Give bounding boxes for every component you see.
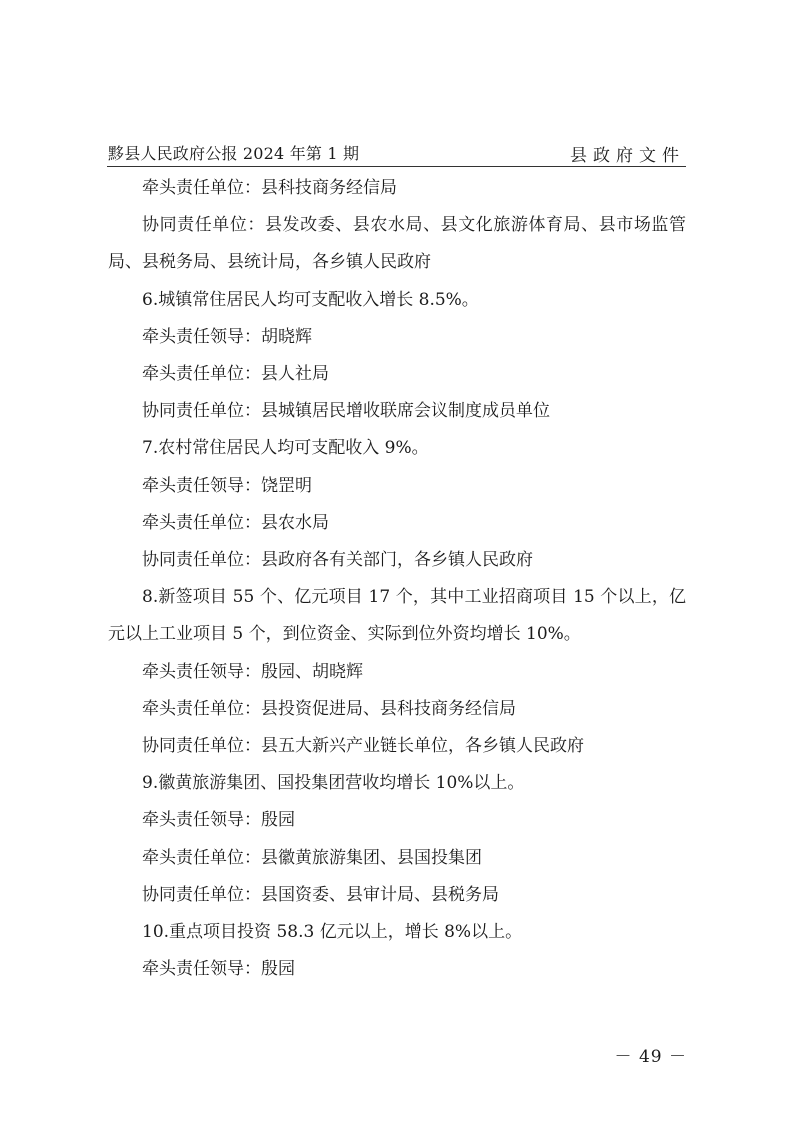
paragraph: 牵头责任单位：县徽黄旅游集团、县国投集团 xyxy=(142,847,482,868)
header-divider xyxy=(107,166,686,167)
paragraph: 牵头责任领导：胡晓辉 xyxy=(142,326,312,347)
paragraph: 牵头责任单位：县投资促进局、县科技商务经信局 xyxy=(142,698,516,719)
paragraph: 协同责任单位：县发改委、县农水局、县文化旅游体育局、县市场监管局、县税务局、县统计局，各乡镇人民政府 xyxy=(108,215,686,273)
paragraph: 8.新签项目 55 个、亿元项目 17 个，其中工业招商项目 15 个以上，亿元以上工业项目 5 个，到位资金、实际到位外资均增长 10%。 xyxy=(108,587,686,645)
paragraph: 协同责任单位：县国资委、县审计局、县税务局 xyxy=(142,884,499,905)
page-number: － 49 － xyxy=(614,1047,687,1067)
section-header: 县政府文件 xyxy=(570,146,685,166)
paragraph: 牵头责任领导：饶罡明 xyxy=(142,475,312,496)
paragraph: 6.城镇常住居民人均可支配收入增长 8.5%。 xyxy=(142,289,479,310)
paragraph: 牵头责任领导：殷园 xyxy=(142,810,295,831)
paragraph: 7.农村常住居民人均可支配收入 9%。 xyxy=(142,438,429,459)
publication-header: 黟县人民政府公报 2024 年第 1 期 xyxy=(108,144,360,163)
paragraph: 牵头责任单位：县科技商务经信局 xyxy=(142,178,397,198)
paragraph: 协同责任单位：县五大新兴产业链长单位，各乡镇人民政府 xyxy=(142,736,584,757)
document-body xyxy=(108,170,686,988)
paragraph: 9.徽黄旅游集团、国投集团营收均增长 10%以上。 xyxy=(142,773,525,794)
paragraph: 牵头责任单位：县农水局 xyxy=(142,512,329,533)
paragraph: 牵头责任单位：县人社局 xyxy=(142,364,329,385)
paragraph: 10.重点项目投资 58.3 亿元以上，增长 8%以上。 xyxy=(142,922,523,943)
paragraph: 协同责任单位：县政府各有关部门，各乡镇人民政府 xyxy=(142,550,533,571)
paragraph: 牵头责任领导：殷园、胡晓辉 xyxy=(142,661,363,682)
paragraph: 牵头责任领导：殷园 xyxy=(142,959,295,980)
paragraph: 协同责任单位：县城镇居民增收联席会议制度成员单位 xyxy=(142,401,550,422)
